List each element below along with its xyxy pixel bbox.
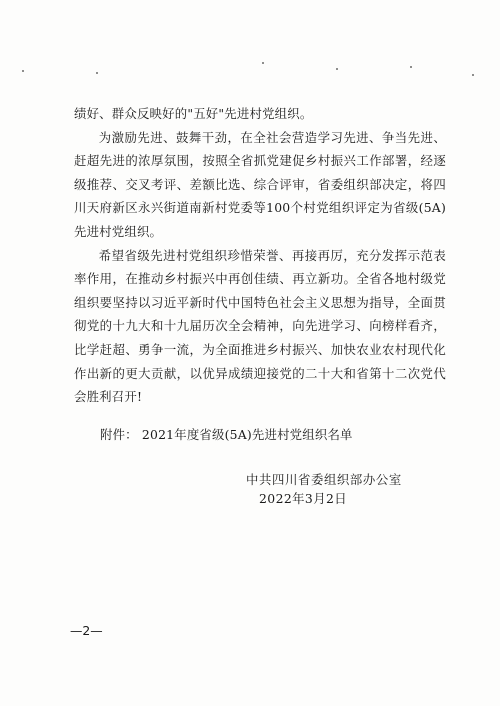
paragraph-decision: 为激励先进、鼓舞干劲，在全社会营造学习先进、争当先进、赶超先进的浓厚氛围，按照全省抓党建促乡村振兴工作部署，经逐级推荐、交叉考评、差额比选、综合评审，省委组织部决定，将四川天府新区永兴街道南新村党委等100个村党组织评定为省级(5A)先进村党组织。: [74, 129, 446, 239]
scan-speck: [262, 62, 264, 64]
paragraph-expectation: 希望省级先进村党组织珍惜荣誉、再接再厉，充分发挥示范表率作用，在推动乡村振兴中再创佳绩、再立新功。全省各地村级党组织要坚持以习近平新时代中国特色社会主义思想为指导，全面贯彻党的十九大和十九届历次全会精神，向先进学习、向榜样看齐，比学赶超、勇争一流，为全面推进乡村振兴、加快农业农村现代化作出新的更大贡献，以优异成绩迎接党的二十大和省第十二次党代会胜利召开!: [74, 247, 446, 405]
scan-speck: [410, 66, 412, 68]
scan-speck: [96, 72, 98, 74]
attachment-line: 附件： 2021年度省级(5A)先进村党组织名单: [100, 427, 353, 442]
signature-date: 2022年3月2日: [259, 491, 348, 506]
scan-speck: [472, 74, 474, 76]
document-body: [74, 102, 446, 409]
page-number: —2—: [70, 623, 103, 638]
scan-speck: [336, 68, 338, 70]
signature-organization: 中共四川省委组织部办公室: [246, 472, 402, 487]
paragraph-continuation: 绩好、群众反映好的"五好"先进村党组织。: [74, 106, 313, 121]
scan-speck: [22, 70, 24, 72]
